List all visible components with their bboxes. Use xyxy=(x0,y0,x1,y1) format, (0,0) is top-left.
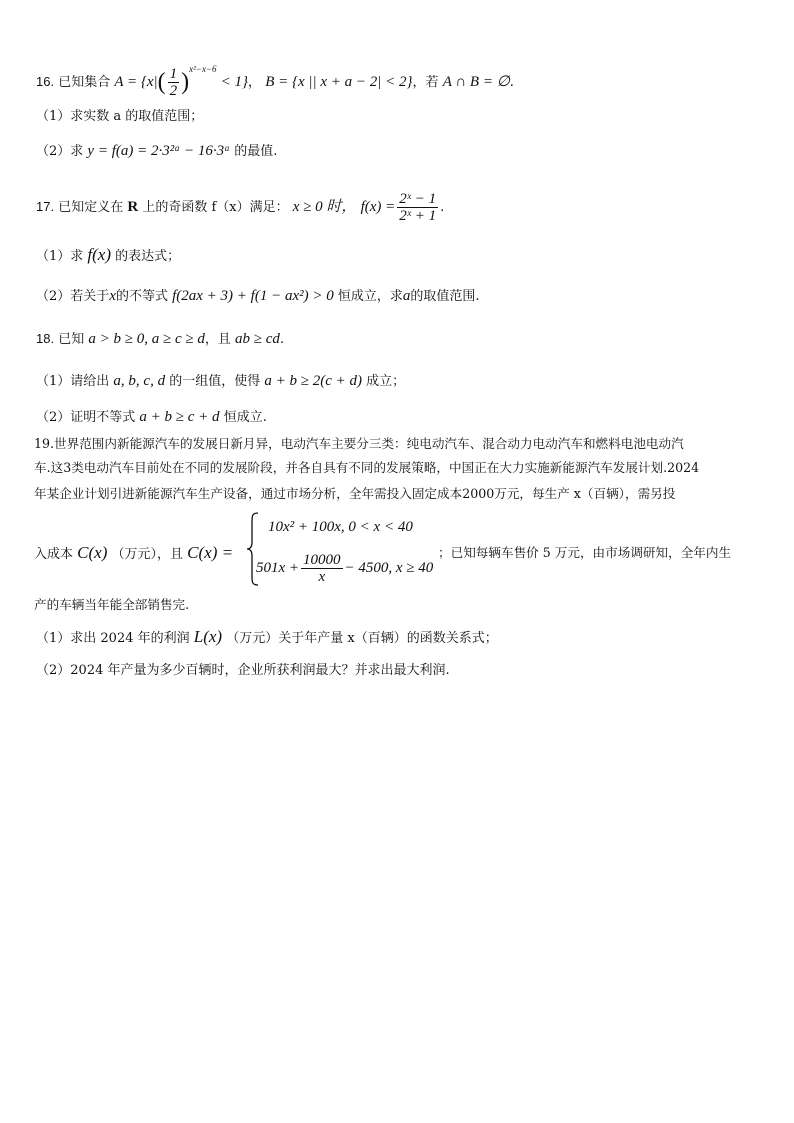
q18-part1-pre: （1）请给出 xyxy=(36,374,110,389)
q17-part2-mid2: 恒成立，求 xyxy=(337,289,403,304)
q19-part1-L: L(x) xyxy=(193,627,223,646)
q16-frac-den: 2 xyxy=(169,83,178,99)
q17-fraction xyxy=(397,191,438,224)
q19-after: ；已知每辆车售价 5 万元，由市场调研知，全年内生 xyxy=(438,545,732,560)
q18-part2 xyxy=(36,408,267,427)
q17-part1-pre: （1）求 xyxy=(36,249,84,264)
q16-exponent: x²−x−6 xyxy=(189,64,217,74)
q19-cost-pre: 入成本 xyxy=(34,547,74,562)
q16-condition: A ∩ B = ∅ xyxy=(442,74,510,90)
q16-frac-num: 1 xyxy=(169,66,178,82)
q18-intro: 已知 xyxy=(58,332,85,347)
q17-part2-a: a xyxy=(402,288,411,304)
q16-number: 16. xyxy=(36,74,55,89)
q16-intro: 已知集合 xyxy=(58,75,111,90)
q16-statement xyxy=(36,54,514,99)
q18-part2-post: 恒成立. xyxy=(223,410,267,425)
q19-cost-def: C(x) = xyxy=(187,543,234,562)
q19-part2: （2）2024 年产量为多少百辆时，企业所获利润最大？并求出最大利润. xyxy=(36,663,450,678)
q19-case2-b: − 4500, x ≥ 40 xyxy=(344,560,434,576)
q19-case2-num: 10000 xyxy=(303,552,341,568)
q17-part1 xyxy=(36,246,180,266)
q17-fx: f(x) = xyxy=(360,199,396,215)
q19-case2-den: x xyxy=(318,569,326,585)
q16-paren-left: ( xyxy=(157,69,166,95)
q16-part2 xyxy=(36,142,277,161)
q18-part2-formula: a + b ≥ c + d xyxy=(139,409,220,425)
q19-line3: 年某企业计划引进新能源汽车生产设备，通过市场分析，全年需投入固定成本2000万元，每生产 x（百辆），需另投 xyxy=(34,486,676,501)
q18-part1-vars: a, b, c, d xyxy=(113,373,166,389)
q19-part1-post: （万元）关于年产量 x（百辆）的函数关系式； xyxy=(226,631,498,646)
q17-real-set: R xyxy=(127,199,139,215)
q19-line1: 19.世界范围内新能源汽车的发展日新月异，电动汽车主要分三类：纯电动汽车、混合动力电动汽车和燃料电池电动汽 xyxy=(34,436,684,451)
q18-number: 18. xyxy=(36,331,55,346)
q17-part1-post: 的表达式； xyxy=(115,249,181,264)
q17-end: . xyxy=(440,200,445,215)
q16-end: . xyxy=(509,75,514,90)
q17-part1-formula: f(x) xyxy=(87,245,112,264)
q18-part1-post: 成立； xyxy=(366,374,406,389)
q19-part1-pre: （1）求出 2024 年的利润 xyxy=(36,631,190,646)
q19-cost-intro xyxy=(34,542,233,566)
q18-cond2: ab ≥ cd xyxy=(235,331,280,347)
q19-case1: 10x² + 100x, 0 < x < 40 xyxy=(268,519,413,535)
q19-case2-a: 501x + xyxy=(256,560,300,576)
q17-part2-x: x xyxy=(109,288,116,304)
q16-setA-close: < 1} xyxy=(220,74,249,90)
q18-part1-formula: a + b ≥ 2(c + d) xyxy=(264,373,363,389)
q16-part1: （1）求实数 a 的取值范围； xyxy=(36,109,204,124)
q17-part2 xyxy=(36,287,480,306)
q16-paren-right: ) xyxy=(181,69,190,95)
q17-intro-pre: 已知定义在 xyxy=(58,200,124,215)
q16-part2-pre: （2）求 xyxy=(36,144,84,159)
q19-case2 xyxy=(256,548,433,589)
q19-part1 xyxy=(36,628,498,648)
q18-end: . xyxy=(279,332,285,347)
q16-sep2: ，若 xyxy=(412,75,439,90)
q19-line5: 产的车辆当年能全部销售完. xyxy=(34,597,190,612)
q18-cond1: a > b ≥ 0, a ≥ c ≥ d xyxy=(88,331,205,347)
q17-part2-mid: 的不等式 xyxy=(115,289,168,304)
q17-intro-mid: 上的奇函数 f（x）满足： xyxy=(142,200,289,215)
q16-setA-open: A = {x| xyxy=(114,74,158,90)
q17-part2-pre: （2）若关于 xyxy=(36,289,110,304)
q18-mid: ，且 xyxy=(204,332,231,347)
q17-statement xyxy=(36,188,444,227)
q17-cond: x ≥ 0 时， xyxy=(292,199,357,215)
q18-part2-pre: （2）证明不等式 xyxy=(36,410,136,425)
q17-number: 17. xyxy=(36,199,55,214)
q17-frac-num: 2ˣ − 1 xyxy=(399,191,437,207)
q16-part2-formula: y = f(a) = 2·3²ᵃ − 16·3ᵃ xyxy=(87,143,231,159)
q19-line2: 车.这3类电动汽车目前处在不同的发展阶段，并各自具有不同的发展策略，中国正在大力实施新能源汽车发展计划.2024 xyxy=(34,460,700,475)
q16-sep1: ， xyxy=(248,75,262,90)
q19-case2-fraction xyxy=(301,552,343,585)
q17-frac-den: 2ˣ + 1 xyxy=(399,208,437,224)
q17-part2-formula: f(2ax + 3) + f(1 − ax²) > 0 xyxy=(172,288,334,304)
q19-cost-C: C(x) xyxy=(77,543,108,562)
q17-part2-post: 的取值范围. xyxy=(410,289,480,304)
q16-half-fraction xyxy=(168,66,180,99)
q18-part1-mid: 的一组值，使得 xyxy=(169,374,261,389)
q18-part1 xyxy=(36,372,405,391)
q18-statement xyxy=(36,330,284,349)
q16-setB: B = {x || x + a − 2| < 2} xyxy=(265,74,413,90)
q19-cost-unit: （万元），且 xyxy=(111,547,184,562)
q16-part2-post: 的最值. xyxy=(234,144,278,159)
